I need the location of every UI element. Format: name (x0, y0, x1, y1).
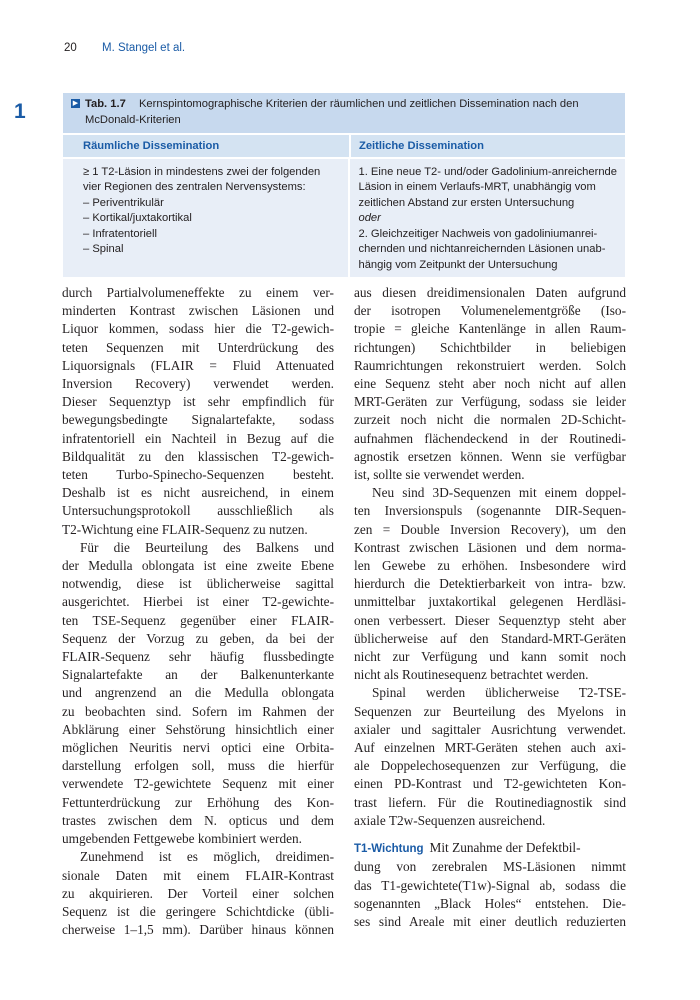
paragraph (354, 839, 626, 931)
paragraph (62, 539, 334, 848)
table-cell-line: 2. Gleichzeitiger Nachweis von gadoliniumanrei- (358, 227, 598, 240)
text-line: ale Doppelechosequenzen zur Verfügung, die (354, 758, 626, 774)
text-line: Für die Beurteilung des Balkens und (80, 539, 334, 555)
text-line: zu beobachten sind. Sofern im Rahmen der (62, 703, 334, 719)
text-line: möglichen Neuritis nervi optici eine Orbita- (62, 740, 334, 756)
table-cell-line: chernden und nichtanreichernden Läsionen unab- (358, 243, 606, 255)
text-line: onen verbessert. Dieser Sequenztyp steht aber (354, 612, 626, 628)
text-line: Liquor kommen, sodass hier die T2-gewich- (62, 321, 334, 337)
text-line: Mit Zunahme der Defektbil- (429, 840, 581, 856)
table-cell-line: 1. Eine neue T2- und/oder Gadolinium-anreichernde (358, 165, 617, 178)
table-cell-temporal (348, 159, 625, 278)
text-line: aufnahmen flächendeckend in der Routinedi- (354, 430, 626, 446)
running-header (64, 42, 185, 54)
table-body-row (63, 159, 625, 278)
table-cell-line: – Periventrikulär (83, 196, 164, 209)
section-subheading: T1-Wichtung (354, 843, 424, 856)
text-line: nicht als Routinesequenz betrachtet werden. (354, 667, 589, 683)
text-line: notwendig, diese ist üblicherweise sagittal (62, 576, 334, 592)
text-line: agnostik ersetzen können. Wenn sie verfügbar (354, 448, 626, 464)
text-line: umgebenden Fettgewebe kombiniert werden. (62, 831, 303, 847)
text-line: sogenannten „Black Holes“ entstehen. Die- (354, 895, 626, 911)
text-line: Liquorsignals (FLAIR = Fluid Attenuated (62, 357, 334, 373)
text-line: nicht zur Verfügung und kann somit noch (354, 649, 626, 665)
table-cell-line: – Kortikal/juxtakortikal (83, 212, 192, 224)
text-line: Bildqualität zu den klassischen T2-gewich- (62, 448, 334, 464)
text-line: aus diesen dreidimensionalen Daten aufgrund (354, 285, 626, 300)
table-marker-icon: ▶ (72, 100, 79, 107)
text-line: Dieser Sequenztyp ist sehr empfindlich für (62, 394, 334, 410)
text-line: infratentoriell ein Nachteil in Bezug auf die (62, 430, 334, 446)
text-line: ten TSE-Sequenz gegenüber einer FLAIR- (62, 612, 334, 628)
text-line: zurzeit noch nicht die normalen 2D-Schicht- (354, 412, 626, 428)
text-line: der isotropen Volumenelementgröße (Iso- (354, 303, 626, 319)
text-line: durch Partialvolumeneffekte zu einem ver- (62, 285, 334, 300)
table-header-temporal: Zeitliche Dissemination (349, 135, 625, 157)
text-line: teten Turbo-Spinecho-Sequenzen besteht. (62, 467, 334, 483)
left-column (62, 284, 334, 939)
text-line: das T1-gewichtete(T1w)-Signal ab, sodass die (354, 877, 626, 893)
text-line: Deshalb ist es nicht ausreichend, in einem (62, 485, 334, 501)
paragraph (62, 284, 334, 539)
table-cell-line: vier Regionen des zentralen Nervensystems: (83, 181, 306, 193)
text-line: dung von zerebralen MS-Läsionen nimmt (354, 859, 626, 875)
text-line: MRT-Geräten zur Verfügung, sodass sie leider (354, 394, 626, 410)
text-line: hierdurch die Detektierbarkeit von intra- bzw. (354, 576, 626, 592)
text-line: und angrenzend an die Medulla oblongata (62, 685, 334, 701)
text-line: cherweise 1–1,5 mm). Darüber hinaus können (62, 922, 334, 938)
text-line: Abklärung einer Sehstörung hinsichtlich einer (62, 721, 334, 737)
text-line: Fettunterdrückung zur Erhöhung des Kon- (62, 794, 334, 810)
text-line: zu akquirieren. Der Vorteil einer solchen (62, 885, 334, 901)
paragraph (62, 848, 334, 939)
text-line: darstellung erfolgen soll, muss die hierfür (62, 758, 334, 774)
text-line: Spinal werden üblicherweise T2-TSE- (372, 685, 626, 701)
text-line: Raumrichtungen rekonstruiert werden. Solch (354, 357, 626, 373)
text-line: ten Inversionspuls (sogenannte DIR-Sequen- (354, 503, 626, 519)
text-line: verwendete T2-gewichtete Sequenz mit einer (62, 776, 334, 792)
text-line: Zunehmend ist es möglich, dreidimen- (80, 849, 334, 865)
text-line: Untersuchungsprotokoll ausschließlich als (62, 503, 334, 519)
paragraph (354, 484, 626, 684)
paragraph (354, 684, 626, 830)
table-cell-spatial (63, 159, 348, 278)
table-cell-line: oder (358, 212, 381, 224)
text-line: trast liefern. Für die Routinediagnostik sind (354, 794, 626, 810)
text-line: Signalartefakte an der Balkenunterkante (62, 667, 334, 683)
table-cell-line: Läsion in einem Verlaufs-MRT, unabhängig vom (358, 181, 596, 193)
text-line: T2-Wichtung eine FLAIR-Sequenz zu nutzen. (62, 521, 308, 537)
text-line: Inversion Recovery) verwendet werden. (62, 376, 334, 392)
text-line: axialer und sagittaler Ausrichtung verwendet. (354, 721, 626, 737)
table-cell-line: hängig vom Zeitpunkt der Untersuchung (358, 258, 558, 271)
paragraph (354, 284, 626, 484)
chapter-marker: 1 (14, 100, 26, 123)
text-line: teten Sequenzen mit Unterdrückung des (62, 339, 334, 355)
page-number: 20 (64, 42, 77, 54)
text-line: tropie = gleiche Kantenlänge in allen Raum- (354, 321, 626, 337)
text-line: len Gewebe zu erhöhen. Insbesondere wird (354, 558, 626, 574)
table-cell-line: zeitlichen Abstand zur ersten Untersuchung (358, 196, 575, 209)
right-column (354, 284, 626, 939)
text-line: axiale T2w-Sequenzen ausreichend. (354, 812, 546, 828)
table-cell-line: – Spinal (83, 243, 124, 255)
text-line: Auf einzelnen MRT-Geräten stehen auch axi- (354, 740, 626, 756)
text-line: Sequenz ist die geringere Schichtdicke (übli- (62, 903, 334, 919)
text-line: zen = Double Inversion Recovery), um den (354, 521, 626, 537)
text-line: minderten Kontrast zwischen Läsionen und (62, 303, 334, 319)
text-line: eine Sequenz steht aber noch nicht auf allen (354, 376, 626, 392)
running-authors: M. Stangel et al. (102, 42, 186, 54)
text-line: ist, sollte sie verwendet werden. (354, 467, 525, 483)
criteria-table (63, 93, 625, 277)
text-line: üblicherweise auf den Standard-MRT-Geräten (354, 630, 626, 646)
text-line: richtungen) Schichtbilder in beliebigen (354, 339, 626, 355)
table-header-spatial: Räumliche Dissemination (83, 140, 220, 152)
text-line: bewegungsbedingte Signalartefakte, sodass (62, 412, 334, 428)
text-line: FLAIR-Sequenz sehr häufig flussbedingte (62, 649, 334, 665)
table-header-row (63, 135, 625, 157)
text-line: Kontrast zwischen Läsionen und dem norma- (354, 539, 626, 555)
table-cell-line: ≥ 1 T2-Läsion in mindestens zwei der folgenden (83, 165, 321, 178)
text-line: ses sind Areale mit einer deutlich reduzierten (354, 913, 626, 929)
table-label: Tab. 1.7 (85, 98, 126, 110)
table-caption-line-1: Kernspintomographische Kriterien der räumlichen und zeitlichen Dissemination nach den (138, 98, 579, 110)
text-line: Sequenzen zur Beurteilung des Myelons in (354, 703, 626, 719)
table-caption (63, 93, 625, 133)
text-line: trastes zwischen dem N. opticus und dem (62, 812, 334, 828)
text-line: Neu sind 3D-Sequenzen mit einem doppel- (372, 485, 626, 501)
text-line: Sequenz der Vorzug zu geben, da bei der (62, 630, 334, 646)
body-text (62, 284, 626, 939)
table-caption-line-2: McDonald-Kriterien (85, 113, 181, 126)
text-line: ausgerichtet. Hierbei ist einer T2-gewichte- (62, 594, 334, 610)
text-line: unmittelbar juxtakortikal gelegenen Herdläsi- (354, 594, 626, 610)
table-cell-line: – Infratentoriell (83, 227, 158, 240)
text-line: einen PD-Kontrast und T2-gewichteten Kon- (354, 776, 626, 792)
text-line: der Medulla oblongata ist eine zweite Ebene (62, 558, 334, 574)
text-line: sionale Daten mit einem FLAIR-Kontrast (62, 867, 334, 883)
